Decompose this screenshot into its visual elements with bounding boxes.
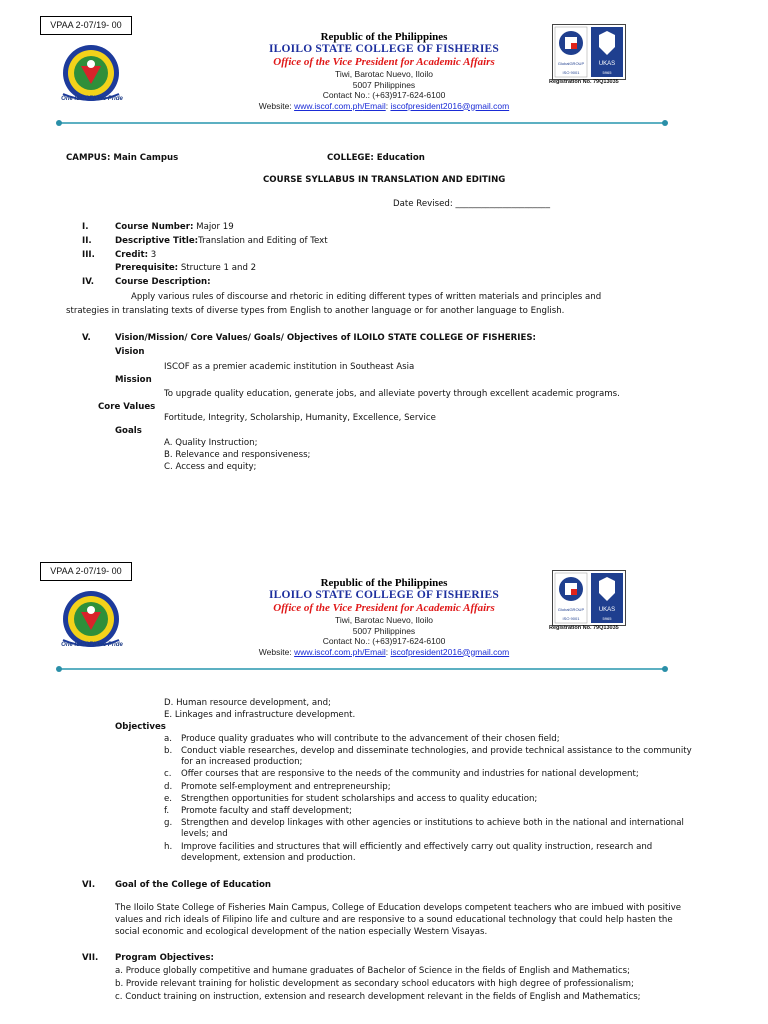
prerequisite: [115, 263, 256, 274]
course-description-label: Course Description:: [115, 277, 211, 287]
date-revised: Date Revised: ______________________: [393, 199, 550, 209]
course-number-label: Course Number:: [115, 222, 194, 232]
registration-number: Registration No. 79Q13035: [549, 625, 619, 631]
goal-item: B. Relevance and responsiveness;: [164, 450, 311, 460]
letterhead: [220, 577, 548, 657]
college-name: ILOILO STATE COLLEGE OF FISHERIES: [268, 43, 500, 55]
campus-label: CAMPUS: Main Campus: [66, 153, 179, 163]
cert-num-text: 5965: [602, 616, 612, 621]
objective-key: g.: [164, 818, 173, 828]
website-line: [220, 101, 548, 112]
email-colon: :: [385, 646, 391, 657]
motto: One ISCOF/One Pride: [61, 642, 123, 648]
email-link[interactable]: iscofpresident2016@gmail.com: [390, 100, 510, 111]
college-label: COLLEGE: Education: [327, 153, 425, 163]
cert-iso-text: ISO 9001: [562, 70, 580, 75]
objective-text: Improve facilities and structures that will efficiently and effectively carry out quality instruction, research and: [181, 842, 653, 852]
objective-key: b.: [164, 746, 173, 756]
cert-global-text: GlobalGROUP: [557, 61, 585, 66]
core-values-label: Core Values: [98, 402, 156, 412]
mission-text: To upgrade quality education, generate jobs, and alleviate poverty through excellent academic programs.: [164, 389, 620, 399]
credit-label: Credit:: [115, 250, 149, 260]
goal-item: C. Access and equity;: [164, 462, 257, 472]
goal-item: E. Linkages and infrastructure development.: [164, 710, 356, 720]
description-line-2: strategies in translating texts of diverse types from English to another language or for another language to English.: [66, 306, 565, 316]
address-line-1: Tiwi, Barotac Nuevo, Iloilo: [335, 615, 433, 625]
certification-logo: [552, 570, 626, 626]
address-line-1: Tiwi, Barotac Nuevo, Iloilo: [335, 69, 433, 79]
item-num-2: II.: [82, 236, 92, 246]
section-7-title: Program Objectives:: [115, 953, 214, 963]
motto: One ISCOF/One Pride: [61, 96, 123, 102]
website-prefix: Website:: [258, 646, 295, 657]
cert-ukas-text: UKAS: [598, 61, 616, 67]
website-line: [220, 647, 548, 658]
college-goal-text: social economic and ecological development of the nation especially Western Visayas.: [115, 927, 488, 937]
college-seal-logo: [48, 586, 134, 672]
objective-text: Promote self-employment and entrepreneurship;: [181, 782, 391, 792]
objective-text: Produce quality graduates who will contribute to the advancement of their chosen field;: [181, 734, 560, 744]
vision-label: Vision: [115, 347, 145, 357]
document-code: VPAA 2-07/19- 00: [40, 16, 132, 35]
objective-text: for an increased production;: [181, 757, 303, 767]
goal-item: A. Quality Instruction;: [164, 438, 258, 448]
college-goal-text: The Iloilo State College of Fisheries Main Campus, College of Education develops competent teachers who are imbued with positive: [115, 903, 682, 913]
objective-text: levels; and: [181, 829, 228, 839]
item-num-1: I.: [82, 222, 89, 232]
contact-line: Contact No.: (+63)917-624-6100: [322, 636, 446, 646]
section-5-title: Vision/Mission/ Core Values/ Goals/ Objectives of ILOILO STATE COLLEGE OF FISHERIES:: [115, 333, 536, 343]
email-label-link[interactable]: /Email: [362, 100, 386, 111]
program-objective: a. Produce globally competitive and humane graduates of Bachelor of Science in the fields of English and Mathematics;: [115, 966, 631, 976]
republic-heading: Republic of the Philippines: [320, 31, 448, 43]
goal-item: D. Human resource development, and;: [164, 698, 331, 708]
course-number-value: Major 19: [193, 222, 234, 232]
email-label-link[interactable]: /Email: [362, 646, 386, 657]
mission-label: Mission: [115, 375, 152, 385]
core-values-text: Fortitude, Integrity, Scholarship, Humanity, Excellence, Service: [164, 413, 436, 423]
website-link[interactable]: www.iscof.com.ph: [294, 646, 363, 657]
contact-line: Contact No.: (+63)917-624-6100: [322, 90, 446, 100]
document-code: VPAA 2-07/19- 00: [40, 562, 132, 581]
objective-text: Strengthen opportunities for student scholarships and access to quality education;: [181, 794, 538, 804]
objective-key: h.: [164, 842, 173, 852]
syllabus-title: COURSE SYLLABUS IN TRANSLATION AND EDITING: [263, 175, 506, 185]
objective-key: e.: [164, 794, 173, 804]
college-seal-logo: [48, 40, 134, 126]
descriptive-title-label: Descriptive Title:: [115, 236, 199, 246]
section-6-num: VI.: [82, 880, 96, 890]
objective-key: c.: [164, 769, 172, 779]
course-description: [115, 277, 211, 288]
credit-value: 3: [148, 250, 157, 260]
certification-logo: [552, 24, 626, 80]
section-5-num: V.: [82, 333, 91, 343]
cert-global-text: GlobalGROUP: [557, 607, 585, 612]
vision-text: ISCOF as a premier academic institution in Southeast Asia: [164, 362, 415, 372]
cert-ukas-text: UKAS: [598, 607, 616, 613]
header-divider: [59, 668, 665, 670]
descriptive-title-value: Translation and Editing of Text: [198, 236, 328, 246]
website-link[interactable]: www.iscof.com.ph: [294, 100, 363, 111]
program-objective: c. Conduct training on instruction, extension and research development relevant in the fields of English and Mathematics;: [115, 992, 641, 1002]
objective-text: Strengthen and develop linkages with other agencies or institutions to achieve both in the national and international: [181, 818, 684, 828]
registration-number: Registration No. 79Q13035: [549, 79, 619, 85]
cert-iso-text: ISO 9001: [562, 616, 580, 621]
objective-key: d.: [164, 782, 173, 792]
republic-heading: Republic of the Philippines: [320, 577, 448, 589]
program-objective: b. Provide relevant training for holistic development as secondary school educators with high degree of professionalism;: [115, 979, 634, 989]
email-colon: :: [385, 100, 391, 111]
address-line-2: 5007 Philippines: [352, 79, 416, 90]
objective-text: Offer courses that are responsive to the needs of the community and industries for national development;: [181, 769, 639, 779]
goals-label: Goals: [115, 426, 142, 436]
objective-key: a.: [164, 734, 172, 744]
objectives-label: Objectives: [115, 722, 166, 732]
credit: [115, 250, 156, 261]
cert-num-text: 5965: [602, 70, 612, 75]
item-num-3: III.: [82, 250, 95, 260]
item-num-4: IV.: [82, 277, 95, 287]
objective-key: f.: [164, 806, 170, 816]
descriptive-title: [115, 236, 328, 247]
website-prefix: Website:: [258, 100, 295, 111]
letterhead: [220, 31, 548, 111]
section-6-title: Goal of the College of Education: [115, 880, 272, 890]
description-line-1: Apply various rules of discourse and rhetoric in editing different types of written materials and principles and: [131, 292, 602, 302]
college-name: ILOILO STATE COLLEGE OF FISHERIES: [268, 589, 500, 601]
office-name: Office of the Vice President for Academic Affairs: [273, 602, 495, 614]
objective-text: development, extension and production.: [181, 853, 356, 863]
section-7-num: VII.: [82, 953, 99, 963]
header-divider: [59, 122, 665, 124]
prerequisite-value: Structure 1 and 2: [178, 263, 257, 273]
course-number: [115, 222, 234, 233]
office-name: Office of the Vice President for Academic Affairs: [273, 56, 495, 68]
address-line-2: 5007 Philippines: [352, 625, 416, 636]
college-goal-text: values and rich ideals of Filipino life and culture and are responsive to a sound educational technology that could help hasten the: [115, 915, 673, 925]
objective-text: Conduct viable researches, develop and disseminate technologies, and provide technical assistance to the community: [181, 746, 692, 756]
prerequisite-label: Prerequisite:: [115, 263, 179, 273]
email-link[interactable]: iscofpresident2016@gmail.com: [390, 646, 510, 657]
objective-text: Promote faculty and staff development;: [181, 806, 352, 816]
